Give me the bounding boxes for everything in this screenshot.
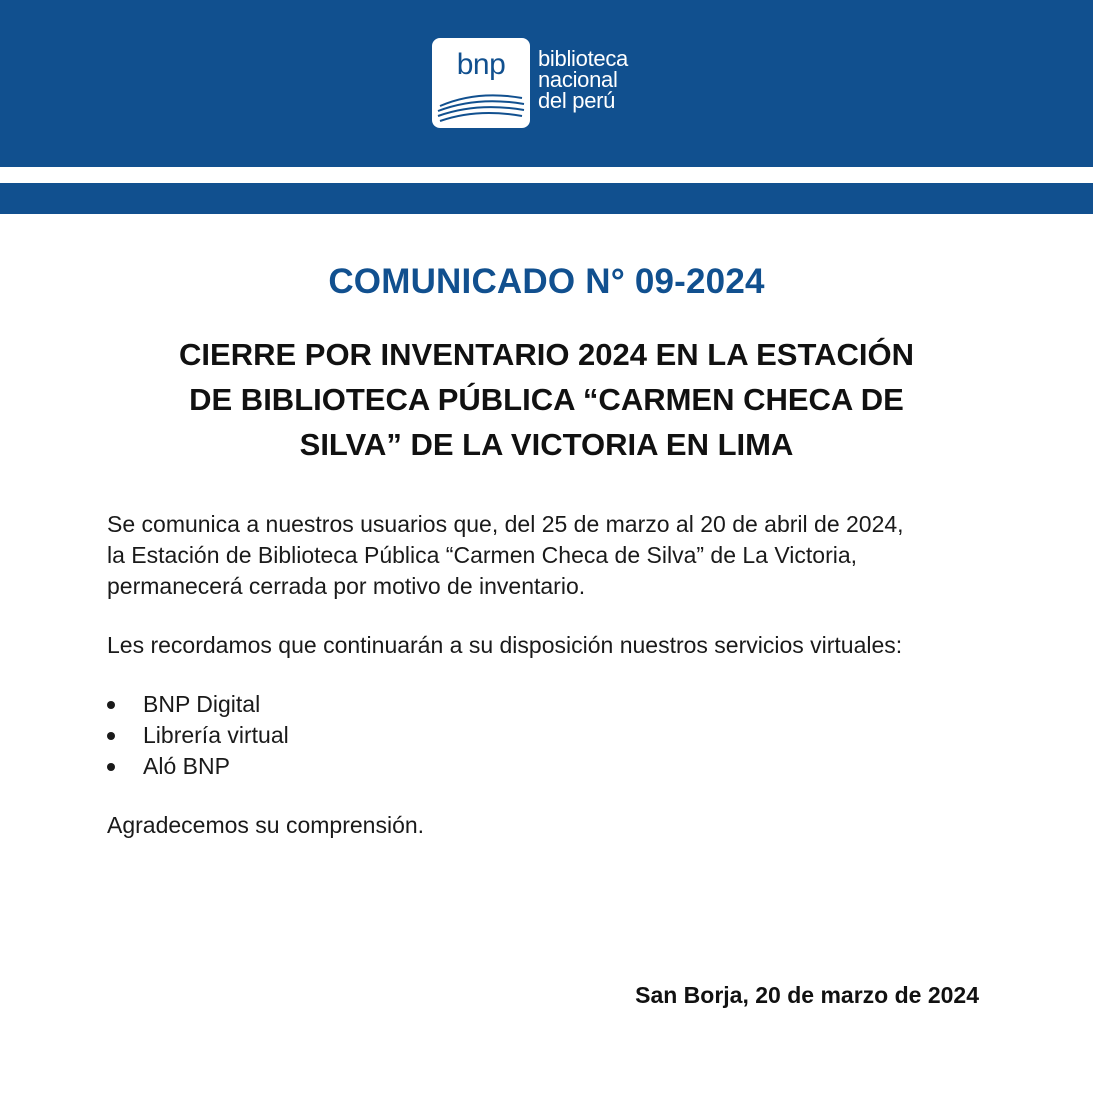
- logo-mark: [432, 38, 530, 128]
- list-item: [107, 751, 987, 782]
- service-label: Aló BNP: [143, 753, 230, 779]
- services-list: [107, 689, 987, 782]
- announcement-body: [107, 509, 987, 841]
- logo-abbr: bnp: [456, 48, 506, 81]
- bullet-icon: [107, 763, 115, 771]
- logo-wordmark: [538, 48, 628, 111]
- list-item: [107, 689, 987, 720]
- book-waves-icon: [432, 38, 530, 128]
- closing-line: Agradecemos su comprensión.: [107, 812, 425, 838]
- logo-line-2: nacional: [538, 67, 618, 92]
- announcement-title: COMUNICADO N° 09-2024: [328, 262, 765, 301]
- place-and-date: San Borja, 20 de marzo de 2024: [635, 982, 979, 1008]
- subtitle-line-2: DE BIBLIOTECA PÚBLICA “CARMEN CHECA DE: [189, 382, 904, 417]
- list-item: [107, 720, 987, 751]
- subtitle-line-3: SILVA” DE LA VICTORIA EN LIMA: [299, 427, 794, 462]
- service-label: Librería virtual: [143, 722, 289, 748]
- bnp-logo: [432, 38, 628, 130]
- header-stripe: [0, 183, 1093, 214]
- service-label: BNP Digital: [143, 691, 261, 717]
- paragraph-1-line-3: permanecerá cerrada por motivo de inventario.: [107, 573, 586, 599]
- announcement-subtitle: [96, 332, 997, 467]
- bullet-icon: [107, 732, 115, 740]
- subtitle-line-1: CIERRE POR INVENTARIO 2024 EN LA ESTACIÓN: [179, 337, 914, 372]
- paragraph-2: Les recordamos que continuarán a su disposición nuestros servicios virtuales:: [107, 632, 903, 658]
- logo-line-3: del perú: [538, 88, 616, 113]
- logo-line-1: biblioteca: [538, 46, 628, 71]
- paragraph-1-line-1: Se comunica a nuestros usuarios que, del 25 de marzo al 20 de abril de 2024,: [107, 511, 904, 537]
- paragraph-1-line-2: la Estación de Biblioteca Pública “Carmen Checa de Silva” de La Victoria,: [107, 542, 858, 568]
- paragraph-1: [107, 509, 987, 602]
- bullet-icon: [107, 701, 115, 709]
